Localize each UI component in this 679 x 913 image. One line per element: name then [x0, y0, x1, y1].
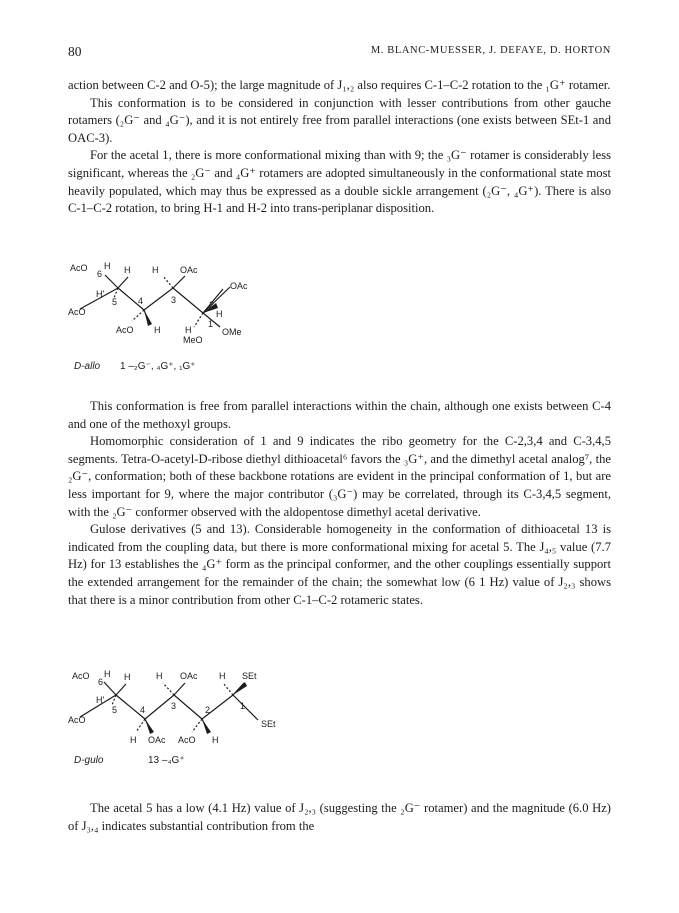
page-number: 80	[68, 44, 82, 59]
atom-label: SEt	[261, 719, 276, 729]
paragraph: This conformation is free from parallel interactions within the chain, although one exists between C-4 and one of the methoxyl groups.	[68, 399, 611, 431]
paragraph: The acetal 5 has a low (4.1 Hz) value of J₂,₃ (suggesting the ₂G⁻ rotamer) and the magnitude (6.0 Hz) of J₃,₄ indicates substantial contribution from the	[68, 801, 611, 833]
atom-label: OMe	[222, 327, 242, 337]
atom-label: SEt	[242, 671, 257, 681]
figure-caption-compound: 13 –₄G⁺	[148, 755, 185, 766]
figure-caption-config: D-gulo	[74, 755, 104, 766]
atom-label: H	[104, 669, 111, 679]
atom-label: AcO	[72, 671, 90, 681]
atom-label: 6	[97, 269, 103, 279]
atom-label: OAc	[230, 281, 248, 291]
atom-label: 3	[171, 295, 177, 305]
atom-label: H	[216, 309, 223, 319]
atom-label: H	[124, 672, 131, 682]
atom-label: OAc	[148, 735, 166, 745]
atom-label: H	[219, 671, 226, 681]
text-block-middle	[68, 398, 611, 609]
atom-label: H'	[96, 289, 105, 299]
atom-label: MeO	[183, 335, 203, 345]
structure-diagram-gulo	[68, 665, 388, 780]
paragraph: Homomorphic consideration of 1 and 9 indicates the ribo geometry for the C-2,3,4 and C-3,4,5 segments. Tetra-O-acetyl-D-ribose diethyl dithioacetal⁶ favors the ₃G⁺, and the dimethyl acetal analog⁷, the ₂G⁻, conformation; both of these backbone rotations are evident in the principal conformation of 1, but are less important for 9, where the major contributor (₃G⁻) may be correlated, through its C-3,4,5 segment, with the ₂G⁻ conformer observed with the aldopentose dimethyl acetal derivative.	[68, 434, 611, 519]
atom-label: 4	[138, 296, 144, 306]
text-block-top	[68, 77, 611, 218]
figure-caption-config: D-allo	[74, 361, 101, 372]
atom-label: H	[104, 261, 111, 271]
running-title: M. BLANC-MUESSER, J. DEFAYE, D. HORTON	[370, 45, 611, 56]
atom-label: H	[156, 671, 163, 681]
atom-label: 1	[240, 701, 246, 711]
atom-label: 3	[171, 701, 177, 711]
atom-label: 6	[98, 677, 104, 687]
paragraph: Gulose derivatives (5 and 13). Considerable homogeneity in the conformation of dithioacetal 13 is indicated from the coupling data, but there is more conformational mixing for acetal 5. The J₄,₅ value (7.7 Hz) for 13 establishes the ₄G⁺ form as the principal conformer, and the other couplings essentially support the extended arrangement for the remainder of the chain; the somewhat low (6 1 Hz) value of J₂,₃ shows that there is a minor contribution from other C-1–C-2 rotameric states.	[68, 522, 611, 607]
paragraph: This conformation is to be considered in conjunction with lesser contributions from other gauche rotamers (₂G⁻ and ₄G⁻), and it is not entirely free from parallel interactions (one exists between SEt-1 and OAC-3).	[68, 95, 611, 145]
atom-label: H	[154, 325, 161, 335]
atom-label: AcO	[178, 735, 196, 745]
atom-label: 2	[209, 300, 215, 310]
atom-label: AcO	[70, 263, 88, 273]
structure-diagram-allo	[68, 255, 368, 390]
atom-label: 5	[112, 705, 118, 715]
atom-label: 1	[208, 319, 214, 329]
atom-label: H	[152, 265, 159, 275]
text-block-bottom	[68, 800, 611, 835]
page-header	[68, 44, 611, 62]
atom-label: H	[124, 265, 131, 275]
atom-label: AcO	[68, 307, 86, 317]
paragraph: action between C-2 and O-5); the large magnitude of J₁,₂ also requires C-1–C-2 rotation to the ₁G⁺ rotamer.	[68, 78, 611, 92]
atom-label: OAc	[180, 265, 198, 275]
atom-label: H	[130, 735, 137, 745]
atom-label: AcO	[116, 325, 134, 335]
atom-label: 4	[140, 705, 146, 715]
paragraph: For the acetal 1, there is more conformational mixing than with 9; the ₃G⁻ rotamer is considerably less significant, whereas the ₂G⁻ and ₄G⁺ rotamers are adopted simultaneously in the conformational state most heavily populated, which may thus be expressed as a double sickle arrangement (₂G⁻, ₄G⁺). There is also C-1–C-2 rotation, to bring H-1 and H-2 into trans-periplanar disposition.	[68, 148, 611, 216]
atom-label: 2	[205, 705, 211, 715]
atom-label: H	[212, 735, 219, 745]
atom-label: AcO	[68, 715, 86, 725]
atom-label: OAc	[180, 671, 198, 681]
atom-label: H	[185, 325, 192, 335]
atom-label: 5	[112, 297, 118, 307]
atom-label: H'	[96, 695, 105, 705]
figure-caption-compound: 1 –₂G⁻, ₄G⁺, ₁G⁺	[120, 361, 196, 372]
